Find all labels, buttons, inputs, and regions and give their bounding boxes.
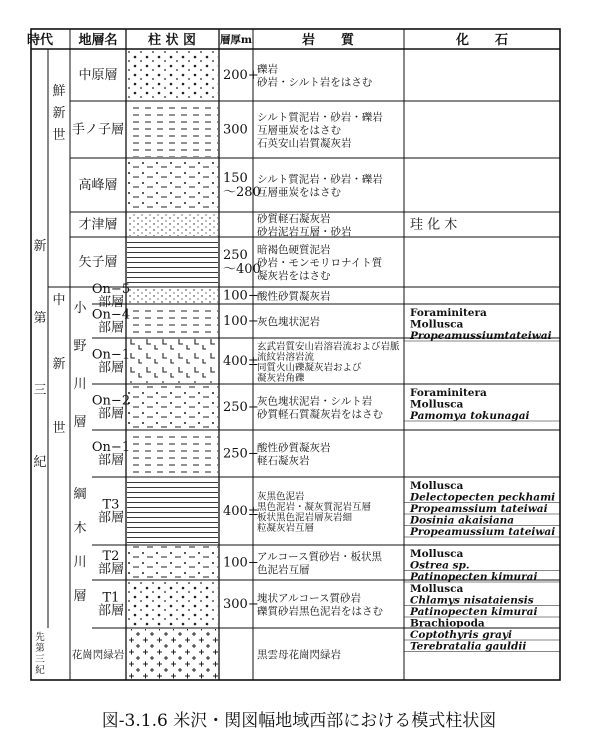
fossil-name: Brachiopoda (410, 617, 485, 630)
column-pattern (127, 629, 218, 679)
lithology-text: 色泥岩互層 (257, 564, 310, 576)
fossil-name: Mollusca (410, 480, 464, 492)
formation-name: 花崗閃緑岩 (71, 649, 125, 661)
lithology-text: アルコース質砂岩・板状黒 (257, 551, 383, 563)
formation-name: On−1 (91, 347, 131, 363)
header-lithology: 岩 質 (301, 33, 355, 48)
fossil-name: Dosinia akaisiana (410, 514, 515, 527)
fossil-name: Propeamussiumtateiwai (410, 330, 552, 342)
formation-name: On−5 (91, 282, 131, 297)
formation-name: 高峰層 (78, 178, 118, 193)
layer-thickness: 100− (223, 314, 259, 329)
fossil-name: Mollusca (410, 583, 464, 595)
fossil-name: Mollusca (410, 548, 464, 560)
layer-row (70, 159, 560, 212)
lithology-text: 粒凝灰岩互層 (257, 522, 315, 534)
layer-thickness: 150 (223, 171, 248, 186)
column-pattern (127, 478, 218, 544)
layer-row (92, 305, 560, 342)
fossil-name: Pamomya tokunagai (410, 410, 530, 422)
formation-name: 中原層 (78, 68, 118, 83)
fossil-name: Propeamssium tateiwai (410, 503, 548, 515)
column-pattern (127, 546, 218, 579)
formation-name: 矢子層 (78, 255, 118, 270)
layer-thickness: 200+ (223, 68, 259, 83)
column-pattern (127, 102, 218, 157)
lithology-text: 砂岩泥岩互層・砂岩 (257, 226, 352, 238)
layer-row (70, 238, 560, 287)
fossil-name: Patinopecten kimurai (410, 606, 538, 618)
layer-row (70, 102, 560, 158)
lithology-text: 黒雲母花崗閃緑岩 (257, 649, 341, 661)
formation-name: 部層 (97, 453, 125, 468)
header-formation: 地層名 (78, 33, 118, 48)
lithology-text: 砂質軽石質凝灰岩をはさむ (257, 408, 383, 421)
lithology-text: 流紋岩溶岩流 (257, 351, 315, 363)
fossil-name: Terebratalia gauldii (410, 640, 527, 653)
lithology-text: 互層亜炭をはさむ (257, 186, 341, 199)
layer-thickness: 250− (223, 446, 259, 462)
formation-name: 手ノ子層 (71, 122, 125, 138)
lithology-text: シルト質泥岩・砂岩・礫岩 (257, 111, 383, 124)
column-pattern (127, 305, 218, 337)
layer-thickness: 250− (223, 400, 259, 415)
layer-row (92, 478, 560, 545)
formation-name: T1 (102, 590, 120, 606)
layer-thickness: 400± (223, 354, 259, 369)
lithology-text: シルト質泥岩・砂岩・礫岩 (257, 173, 383, 186)
header-thickness: 層厚m (219, 34, 253, 46)
lithology-text: 暗褐色硬質泥岩 (257, 244, 331, 256)
layer-row (70, 50, 560, 101)
formation-name: On−2 (91, 393, 131, 409)
formation-name: On−1 (91, 440, 131, 455)
lithology-text: 塊状アルコース質砂岩 (257, 592, 362, 605)
formation-name: 部層 (97, 603, 125, 619)
lithology-text: 酸性砂質凝灰岩 (257, 290, 331, 303)
lithology-text: 砂岩・モンモリロナイト質 (257, 257, 383, 269)
fossil-name: Patinopecten kimurai (410, 571, 538, 583)
layer-row (92, 385, 560, 430)
column-pattern (127, 238, 218, 286)
layer-thickness: 400± (223, 504, 259, 519)
column-pattern (127, 50, 218, 100)
column-pattern (127, 581, 218, 627)
formation-name: 部層 (97, 295, 125, 310)
fossil-name: 珪 化 木 (410, 217, 458, 233)
layer-thickness: 100− (223, 555, 259, 571)
epoch-miocene: 中新世 (52, 293, 66, 436)
formation-name: 部層 (97, 360, 125, 376)
group-onogawa: 小野川層 (73, 301, 87, 430)
column-pattern (127, 288, 218, 303)
layer-thickness: 〜400 (223, 262, 261, 277)
layer-thickness: 300− (223, 597, 259, 612)
layer-thickness: 〜280 (223, 185, 261, 200)
column-pattern (127, 431, 218, 476)
lithology-text: 黒色泥岩・凝灰質泥岩互層 (257, 501, 372, 513)
lithology-text: 板状黒色泥岩層灰岩細 (257, 512, 353, 524)
formation-name: 部層 (97, 562, 125, 577)
layer-row (70, 212, 560, 238)
lithology-text: 玄武岩質安山岩溶岩流および岩脈 (257, 341, 400, 353)
column-pattern (127, 159, 218, 211)
header-era: 時代 (26, 33, 54, 48)
fossil-name: Ostrea sp. (410, 559, 470, 572)
lithology-text: 軽石凝灰岩 (257, 455, 310, 467)
group-tsunagigawa: 綱木川層 (73, 487, 87, 604)
formation-name: T3 (102, 497, 120, 513)
fossil-name: Mollusca (410, 318, 464, 331)
column-pattern (127, 339, 218, 383)
lithology-text: 礫質砂岩黒色泥岩をはさむ (257, 605, 383, 618)
lithology-text: 砂岩・シルト岩をはさむ (257, 76, 373, 89)
fossil-name: Delectopecten peckhami (410, 491, 556, 504)
lithology-text: 凝灰岩をはさむ (257, 270, 331, 282)
lithology-text: 砂質軽石凝灰岩 (257, 213, 331, 225)
lithology-text: 灰色塊状泥岩・シルト岩 (257, 395, 373, 408)
lithology-text: 灰黒色泥岩 (257, 491, 305, 503)
layer-thickness: 100− (223, 288, 259, 304)
formation-name: 部層 (97, 510, 125, 526)
fossil-name: Chlamys nisataiensis (410, 594, 534, 607)
formation-name: 才津層 (78, 217, 118, 233)
lithology-text: 同質火山礫凝灰岩および (257, 362, 362, 374)
header-column: 柱 状 図 (147, 33, 197, 48)
formation-name: 部層 (97, 406, 125, 422)
fossil-name: Mollusca (410, 398, 464, 411)
column-pattern (127, 213, 218, 236)
era-pre-tertiary: 先第三紀 (35, 632, 45, 676)
fossil-name: Coptothyris grayi (410, 629, 512, 641)
fossil-name: Foraminitera (410, 387, 487, 399)
figure-caption: 図-3.1.6 米沢・関図幅地域西部における模式柱状図 (101, 711, 497, 731)
epoch-pliocene: 鮮新世 (52, 84, 66, 143)
formation-name: 部層 (97, 320, 125, 336)
lithology-text: 石英安山岩質凝灰岩 (257, 137, 352, 150)
lithology-text: 灰色塊状泥岩 (257, 316, 320, 328)
lithology-text: 礫岩 (257, 63, 278, 76)
layer-row (92, 546, 560, 583)
lithology-text: 酸性砂質凝灰岩 (257, 442, 331, 454)
layer-row (92, 339, 560, 384)
lithology-text: 互層亜炭をはさむ (257, 124, 341, 137)
layer-row (92, 431, 560, 477)
fossil-name: Propeamussium tateiwai (410, 526, 556, 538)
formation-name: On−4 (91, 307, 131, 323)
era-neogene: 新第三紀 (33, 239, 47, 470)
lithology-text: 凝灰岩角礫 (257, 372, 305, 384)
layer-thickness: 300 (223, 122, 248, 138)
formation-name: T2 (102, 549, 120, 564)
header-fossils: 化 石 (455, 33, 509, 48)
layer-thickness: 250 (223, 248, 248, 263)
column-pattern (127, 385, 218, 429)
fossil-name: Foraminitera (410, 307, 487, 319)
